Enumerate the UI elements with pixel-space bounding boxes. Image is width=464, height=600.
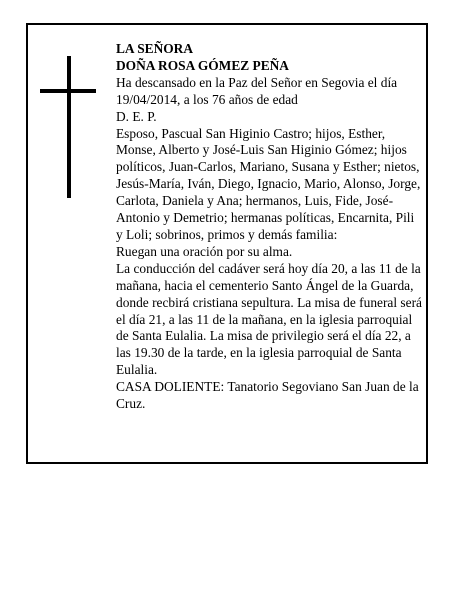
cross-vertical-bar [67, 56, 71, 198]
dep-line: D. E. P. [116, 108, 157, 124]
funeral-arrangements: La conducción del cadáver será hoy día 20, a las 11 de la mañana, hacia el cementerio Santo Ángel de la Guarda, donde recbirá cristiana sepultura. La misa de funeral será el día 21, a las 11 de la mañana, en la iglesia parroquial de Santa Eulalia. La misa de privilegio será el día 22, a las 19.30 de la tarde, en la iglesia parroquial de Santa Eulalia. [116, 260, 422, 378]
family-list: Esposo, Pascual San Higinio Castro; hijos, Esther, Monse, Alberto y José-Luis San Higinio Gómez; hijos políticos, Juan-Carlos, Mariano, Susana y Esther; nietos, Jesús-María, Iván, Diego, Ignacio, Mario, Alonso, Jorge, Carlota, Daniela y Ana; hermanos, Luis, Fide, José-Antonio y Demetrio; hermanas políticas, Encarnita, Pili y Loli; sobrinos, primos y demás familia: [116, 125, 421, 242]
death-statement: Ha descansado en la Paz del Señor en Segovia el día 19/04/2014, a los 76 años de edad [116, 74, 398, 107]
title-line-2: DOÑA ROSA GÓMEZ PEÑA [116, 57, 289, 73]
casa-doliente: CASA DOLIENTE: Tanatorio Segoviano San Juan de la Cruz. [116, 379, 419, 412]
cross-horizontal-bar [40, 89, 96, 93]
title-line-1: LA SEÑORA [116, 41, 194, 56]
obituary-notice [26, 23, 428, 464]
obituary-text [116, 41, 422, 413]
prayer-request: Ruegan una oración por su alma. [116, 243, 293, 259]
cross-icon [40, 56, 96, 198]
